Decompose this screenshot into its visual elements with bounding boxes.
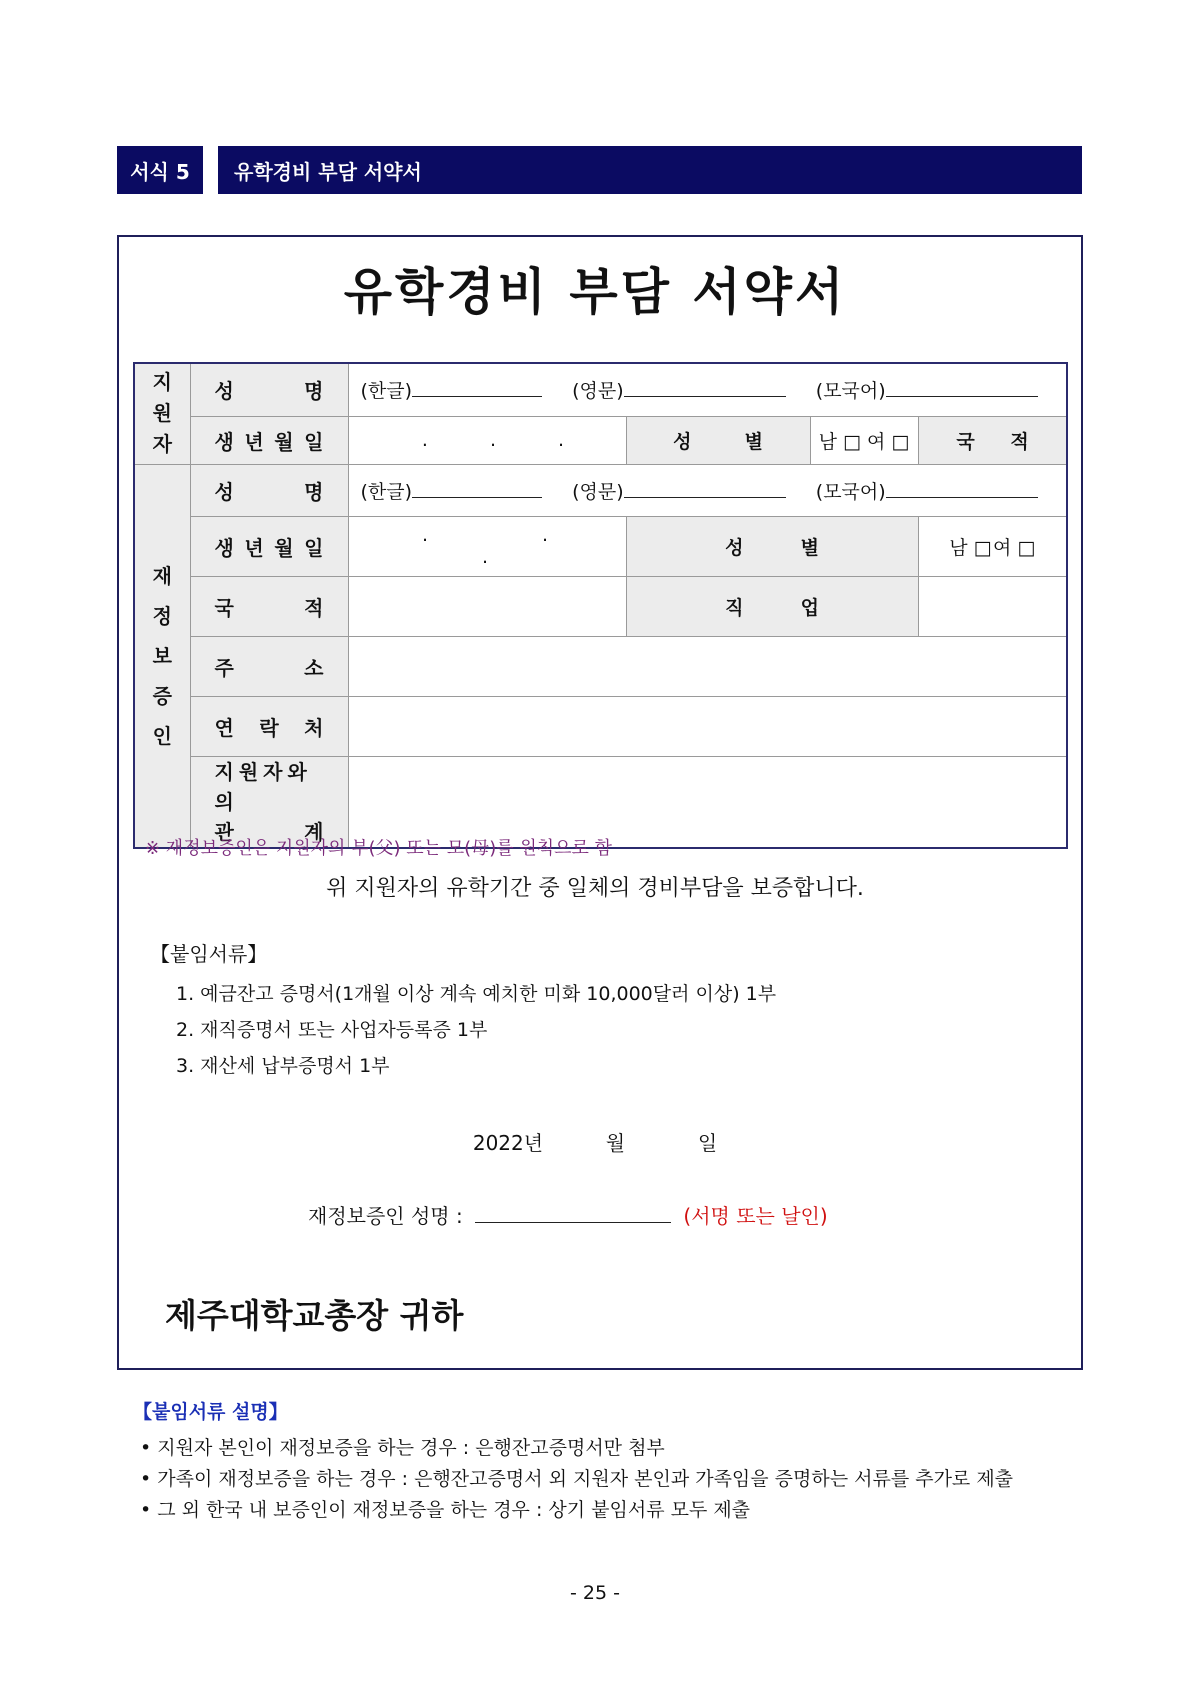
explanation-list xyxy=(140,1433,1013,1526)
guarantor-birth-label: 생 년 월 일 xyxy=(190,516,348,576)
addressee: 제주대학교총장 귀하 xyxy=(165,1296,464,1335)
form-number-label: 서식 5 xyxy=(117,146,203,194)
attachments-list xyxy=(176,976,776,1084)
applicant-gender-label: 성 별 xyxy=(626,416,810,464)
explanation-item: • 그 외 한국 내 보증인이 재정보증을 하는 경우 : 상기 붙임서류 모두 제출 xyxy=(140,1495,1013,1526)
document-title: 유학경비 부담 서약서 xyxy=(343,263,847,321)
guarantor-section-label: 재 정 보 증 인 xyxy=(134,464,190,848)
attachment-item: 1. 예금잔고 증명서(1개월 이상 계속 예치한 미화 10,000달러 이상) 1부 xyxy=(176,983,777,1005)
info-table xyxy=(133,362,1068,849)
guarantor-occupation-label: 직 업 xyxy=(626,576,918,636)
guarantor-name-field[interactable]: (한글) (영문) (모국어) xyxy=(348,464,1067,516)
form-title-banner: 유학경비 부담 서약서 xyxy=(218,146,1082,194)
applicant-name-label: 성 명 xyxy=(190,363,348,416)
explanation-item: • 가족이 재정보증을 하는 경우 : 은행잔고증명서 외 지원자 본인과 가족임을 증명하는 서류를 추가로 제출 xyxy=(140,1464,1013,1495)
signature-field[interactable] xyxy=(475,1202,671,1223)
signature-note: (서명 또는 날인) xyxy=(683,1204,828,1228)
date-month: 월 xyxy=(605,1131,626,1155)
date-year: 2022년 xyxy=(472,1131,544,1155)
guarantor-address-label: 주 소 xyxy=(190,636,348,696)
applicant-section-label: 지 원 자 xyxy=(134,363,190,464)
page-number: - 25 - xyxy=(570,1582,620,1604)
applicant-nationality-label: 국 적 xyxy=(918,416,1067,464)
guarantor-contact-label: 연 락 처 xyxy=(190,696,348,756)
date-day: 일 xyxy=(697,1131,718,1155)
applicant-birth-field[interactable]: . . . xyxy=(348,416,626,464)
guarantor-occupation-field[interactable] xyxy=(918,576,1067,636)
signature-label: 재정보증인 성명 : xyxy=(308,1204,463,1228)
applicant-gender-field[interactable]: 남 □ 여 □ xyxy=(810,416,918,464)
attachment-item: 3. 재산세 납부증명서 1부 xyxy=(176,1055,390,1077)
guarantor-note: ※ 재정보증인은 지원자의 부(父) 또는 모(母)를 원칙으로 함 xyxy=(145,838,612,859)
guarantor-address-field[interactable] xyxy=(348,636,1067,696)
explanation-heading: 【붙임서류 설명】 xyxy=(133,1401,288,1423)
guarantor-relation-label: 지원자와의 관 계 xyxy=(190,756,348,848)
date-line xyxy=(0,1127,1190,1156)
applicant-birth-label: 생 년 월 일 xyxy=(190,416,348,464)
guarantor-contact-field[interactable] xyxy=(348,696,1067,756)
guarantor-birth-field[interactable]: . . . xyxy=(348,516,626,576)
guarantor-nationality-field[interactable] xyxy=(348,576,626,636)
guarantor-gender-field[interactable]: 남 □ 여 □ xyxy=(918,516,1067,576)
explanation-item: • 지원자 본인이 재정보증을 하는 경우 : 은행잔고증명서만 첨부 xyxy=(140,1433,1013,1464)
attachment-item: 2. 재직증명서 또는 사업자등록증 1부 xyxy=(176,1019,488,1041)
applicant-name-field[interactable]: (한글) (영문) (모국어) xyxy=(348,363,1067,416)
guarantor-name-label: 성 명 xyxy=(190,464,348,516)
guarantor-nationality-label: 국 적 xyxy=(190,576,348,636)
signature-line xyxy=(308,1200,828,1229)
pledge-statement: 위 지원자의 유학기간 중 일체의 경비부담을 보증합니다. xyxy=(326,876,864,901)
attachments-heading: 【붙임서류】 xyxy=(150,942,268,966)
guarantor-gender-label: 성 별 xyxy=(626,516,918,576)
